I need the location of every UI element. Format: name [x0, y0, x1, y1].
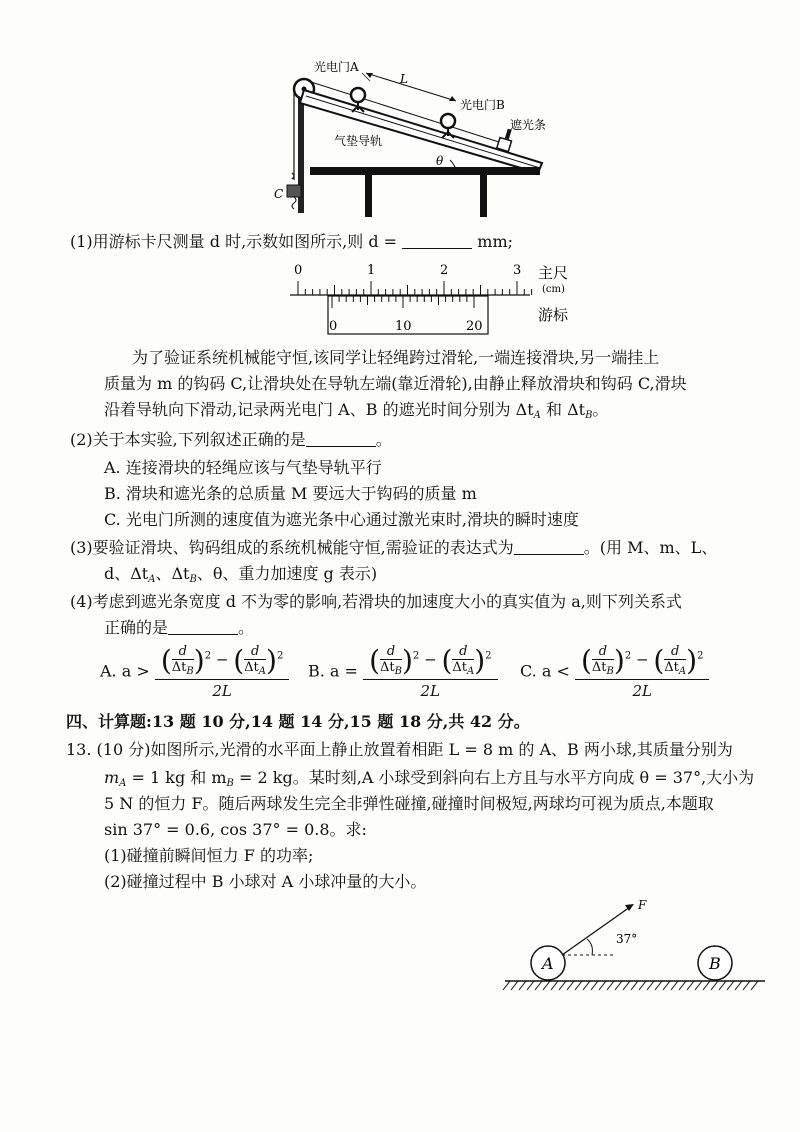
- q4-line-2: [104, 618, 254, 638]
- q2-answer-blank[interactable]: [306, 432, 376, 447]
- q4-line2-tail: 。: [238, 618, 255, 637]
- q3-line2-mid: 、Δt: [155, 564, 190, 583]
- angle-37-label: 37°: [616, 932, 638, 946]
- q1-suffix: mm;: [477, 232, 513, 251]
- dt-sub: B: [394, 666, 402, 677]
- ground-hatch: [599, 981, 606, 990]
- angle-label: θ: [436, 154, 444, 168]
- inner-fraction: [664, 644, 686, 677]
- inner-fraction: [452, 644, 474, 677]
- dt: Δt: [591, 660, 607, 675]
- q1-answer-blank[interactable]: [402, 234, 472, 249]
- vernier-tick-label: 0: [329, 319, 338, 334]
- ground-hatch: [719, 981, 726, 990]
- q2-tail: 。: [375, 430, 392, 449]
- formula-fraction: [155, 642, 289, 700]
- air-track-figure: [270, 55, 560, 225]
- length-label: L: [400, 72, 408, 86]
- ground-hatch: [751, 981, 758, 990]
- para-line-2: 质量为 m 的钩码 C,让滑块处在导轨左端(靠近滑轮),由静止释放滑块和钩码 C,滑块: [104, 374, 687, 393]
- q13-line-4: sin 37° = 0.6, cos 37° = 0.8。求:: [104, 820, 367, 839]
- shade-label: 遮光条: [510, 118, 547, 132]
- dt: Δt: [244, 660, 259, 675]
- para-line-3-text: 沿着导轨向下滑动,记录两光电门 A、B 的遮光时间分别为 Δt: [104, 400, 534, 419]
- q2-option-c: C. 光电门所测的速度值为遮光条中心通过激光束时,滑块的瞬时速度: [104, 510, 579, 529]
- inner-den: [172, 660, 194, 677]
- vernier-tick-label: 20: [466, 319, 483, 334]
- vernier-label: 游标: [538, 306, 569, 324]
- ground-hatch: [575, 981, 582, 990]
- exp: 2: [624, 650, 632, 662]
- para-line-3-and: 和 Δt: [545, 400, 586, 419]
- force-arrow-icon: [562, 907, 630, 955]
- ground-hatch: [543, 981, 550, 990]
- formula-fraction: [575, 642, 709, 700]
- q2-stem: (2)关于本实验,下列叙述正确的是: [70, 430, 306, 449]
- formula-numerator: ( $\frac{d}{\Delta t_B}$ )$^2$ − ( $\frac{d}{\Delta t_A}$ )$^2$: [363, 642, 497, 680]
- inner-fraction: [172, 644, 194, 677]
- inner-num: d: [452, 644, 474, 660]
- minus: −: [215, 650, 229, 669]
- q4-line2: 正确的是: [104, 618, 169, 637]
- inner-num: d: [592, 644, 614, 660]
- q13-mid: = 1 kg 和 m: [126, 768, 227, 787]
- vernier-caliper-figure: [280, 258, 580, 338]
- dt-sub: A: [258, 666, 267, 677]
- ground-hatch: [511, 981, 518, 990]
- q13-line-1: 13. (10 分)如图所示,光滑的水平面上静止放置着相距 L = 8 m 的 A、B 两小球,其质量分别为: [66, 740, 733, 759]
- ground-hatch: [527, 981, 534, 990]
- weight-c-label: C: [274, 187, 284, 201]
- ground-hatch: [623, 981, 630, 990]
- formula-prefix: C. a <: [520, 661, 570, 681]
- q3-line2-tail: 、θ、重力加速度 g 表示): [196, 564, 378, 583]
- collision-figure: [500, 895, 770, 1000]
- q3-line1-tail: 。(用 M、m、L、: [583, 538, 718, 557]
- inner-num: d: [244, 644, 266, 660]
- main-tick-label: 3: [513, 263, 522, 278]
- formula-denominator: 2L: [632, 682, 652, 700]
- para-sub-b: B: [585, 410, 593, 421]
- ground-hatch: [735, 981, 742, 990]
- weight-c-icon: [287, 185, 301, 197]
- para-line-3-end: 。: [592, 400, 609, 419]
- ground-hatch: [639, 981, 646, 990]
- inner-den: [244, 660, 266, 677]
- ground-hatch: [663, 981, 670, 990]
- q3-sub-b: B: [189, 574, 197, 585]
- force-label: F: [638, 898, 647, 912]
- dt: Δt: [380, 660, 395, 675]
- minus: −: [635, 650, 649, 669]
- formula-numerator: ( $\frac{d}{\Delta t_B}$ )$^2$ − ( $\frac{d}{\Delta t_A}$ )$^2$: [575, 642, 709, 680]
- question-1: [70, 232, 513, 252]
- q13-sub-a: A: [119, 778, 127, 789]
- q13-sub-2: (2)碰撞过程中 B 小球对 A 小球冲量的大小。: [104, 872, 427, 891]
- ground-hatch: [559, 981, 566, 990]
- exp: 2: [276, 650, 284, 662]
- gate-a-label: 光电门A: [314, 60, 359, 74]
- inner-fraction: [380, 644, 402, 677]
- track-label: 气垫导轨: [334, 134, 383, 148]
- q13-tail: = 2 kg。某时刻,A 小球受到斜向右上方且与水平方向成 θ = 37°,大小为: [233, 768, 755, 787]
- q3-answer-blank[interactable]: [514, 540, 584, 555]
- q13-sub-1: (1)碰撞前瞬间恒力 F 的功率;: [104, 846, 314, 865]
- formula-fraction: [363, 642, 497, 700]
- q4-option-b: [308, 642, 498, 700]
- ball-b-label: B: [709, 954, 721, 973]
- formula-prefix: A. a >: [100, 661, 150, 681]
- q13-m: m: [104, 768, 120, 787]
- formula-prefix: B. a =: [308, 661, 358, 681]
- q3-sub-a: A: [148, 574, 156, 585]
- inner-den: [380, 660, 402, 677]
- inner-num: d: [664, 644, 686, 660]
- dt-sub: B: [606, 666, 614, 677]
- ground-hatch: [615, 981, 622, 990]
- q3-line-2: [104, 564, 377, 590]
- unit-label: (cm): [542, 284, 565, 295]
- ground-hatch: [695, 981, 702, 990]
- formula-denominator: 2L: [212, 682, 232, 700]
- ground-hatch: [551, 981, 558, 990]
- dt-sub: A: [678, 666, 687, 677]
- inner-den: [664, 660, 686, 677]
- ground-hatch: [519, 981, 526, 990]
- dt: Δt: [664, 660, 679, 675]
- exp: 2: [697, 650, 704, 662]
- formula-numerator: ( $\frac{d}{\Delta t_B}$ )$^2$ − ( $\frac{d}{\Delta t_A}$ )$^2$: [155, 642, 289, 680]
- dt-sub: B: [186, 666, 194, 677]
- slider-icon: [497, 138, 512, 152]
- ground-hatch: [655, 981, 662, 990]
- ground-hatch: [535, 981, 542, 990]
- inner-fraction: [244, 644, 266, 677]
- ground-hatch: [591, 981, 598, 990]
- inner-fraction: [592, 644, 614, 677]
- ground-hatch: [711, 981, 718, 990]
- question-3: [70, 538, 717, 558]
- ground-hatch: [647, 981, 654, 990]
- dt-sub: A: [467, 666, 475, 677]
- q1-prefix: (1)用游标卡尺测量 d 时,示数如图所示,则 d =: [70, 232, 398, 251]
- dt: Δt: [452, 660, 467, 675]
- q4-option-c: [520, 642, 709, 700]
- dt: Δt: [171, 660, 187, 675]
- ground-hatch: [503, 981, 510, 990]
- ground-hatch: [687, 981, 694, 990]
- main-tick-label: 1: [367, 263, 376, 278]
- formula-denominator: 2L: [420, 682, 441, 700]
- ground-hatch: [607, 981, 614, 990]
- section-4-title: 四、计算题:13 题 10 分,14 题 14 分,15 题 18 分,共 42 分。: [66, 712, 530, 731]
- para-sub-a: A: [533, 410, 541, 421]
- vernier-tick-label: 10: [395, 319, 412, 334]
- q2-option-b: B. 滑块和遮光条的总质量 M 要远大于钩码的质量 m: [104, 484, 477, 503]
- question-2: [70, 430, 392, 450]
- ball-a-label: A: [542, 954, 554, 973]
- gate-b-label: 光电门B: [460, 98, 505, 112]
- ground-hatch: [703, 981, 710, 990]
- main-tick-label: 0: [294, 263, 303, 278]
- para-line-1: 为了验证系统机械能守恒,该同学让轻绳跨过滑轮,一端连接滑块,另一端挂上: [132, 348, 660, 367]
- exp: 2: [204, 650, 212, 662]
- q3-line2: d、Δt: [104, 564, 149, 583]
- exp: 2: [412, 650, 420, 662]
- q4-option-a: [100, 642, 289, 700]
- ground-hatch: [679, 981, 686, 990]
- exp: 2: [485, 650, 492, 662]
- ground-hatch: [567, 981, 574, 990]
- inner-den: [452, 660, 474, 677]
- inner-num: d: [172, 644, 194, 660]
- ground-hatch: [743, 981, 750, 990]
- para-line-3: [104, 400, 608, 426]
- q2-option-a: A. 连接滑块的轻绳应该与气垫导轨平行: [104, 458, 382, 477]
- inner-den: [592, 660, 614, 677]
- ground-hatch: [727, 981, 734, 990]
- main-scale-label: 主尺: [538, 264, 569, 282]
- q13-line-2: [104, 768, 754, 794]
- main-tick-label: 2: [440, 263, 449, 278]
- q13-line-3: 5 N 的恒力 F。随后两球发生完全非弹性碰撞,碰撞时间极短,两球均可视为质点,本题取: [104, 794, 714, 813]
- ground-hatch: [631, 981, 638, 990]
- minus: −: [424, 650, 437, 669]
- question-4: (4)考虑到遮光条宽度 d 不为零的影响,若滑块的加速度大小的真实值为 a,则下列关系式: [70, 592, 682, 611]
- ground-hatch: [671, 981, 678, 990]
- q13-sub-b: B: [226, 778, 234, 789]
- ground-hatch: [583, 981, 590, 990]
- inner-num: d: [380, 644, 402, 660]
- q4-answer-blank[interactable]: [168, 620, 238, 635]
- q3-line1: (3)要验证滑块、钩码组成的系统机械能守恒,需验证的表达式为: [70, 538, 514, 557]
